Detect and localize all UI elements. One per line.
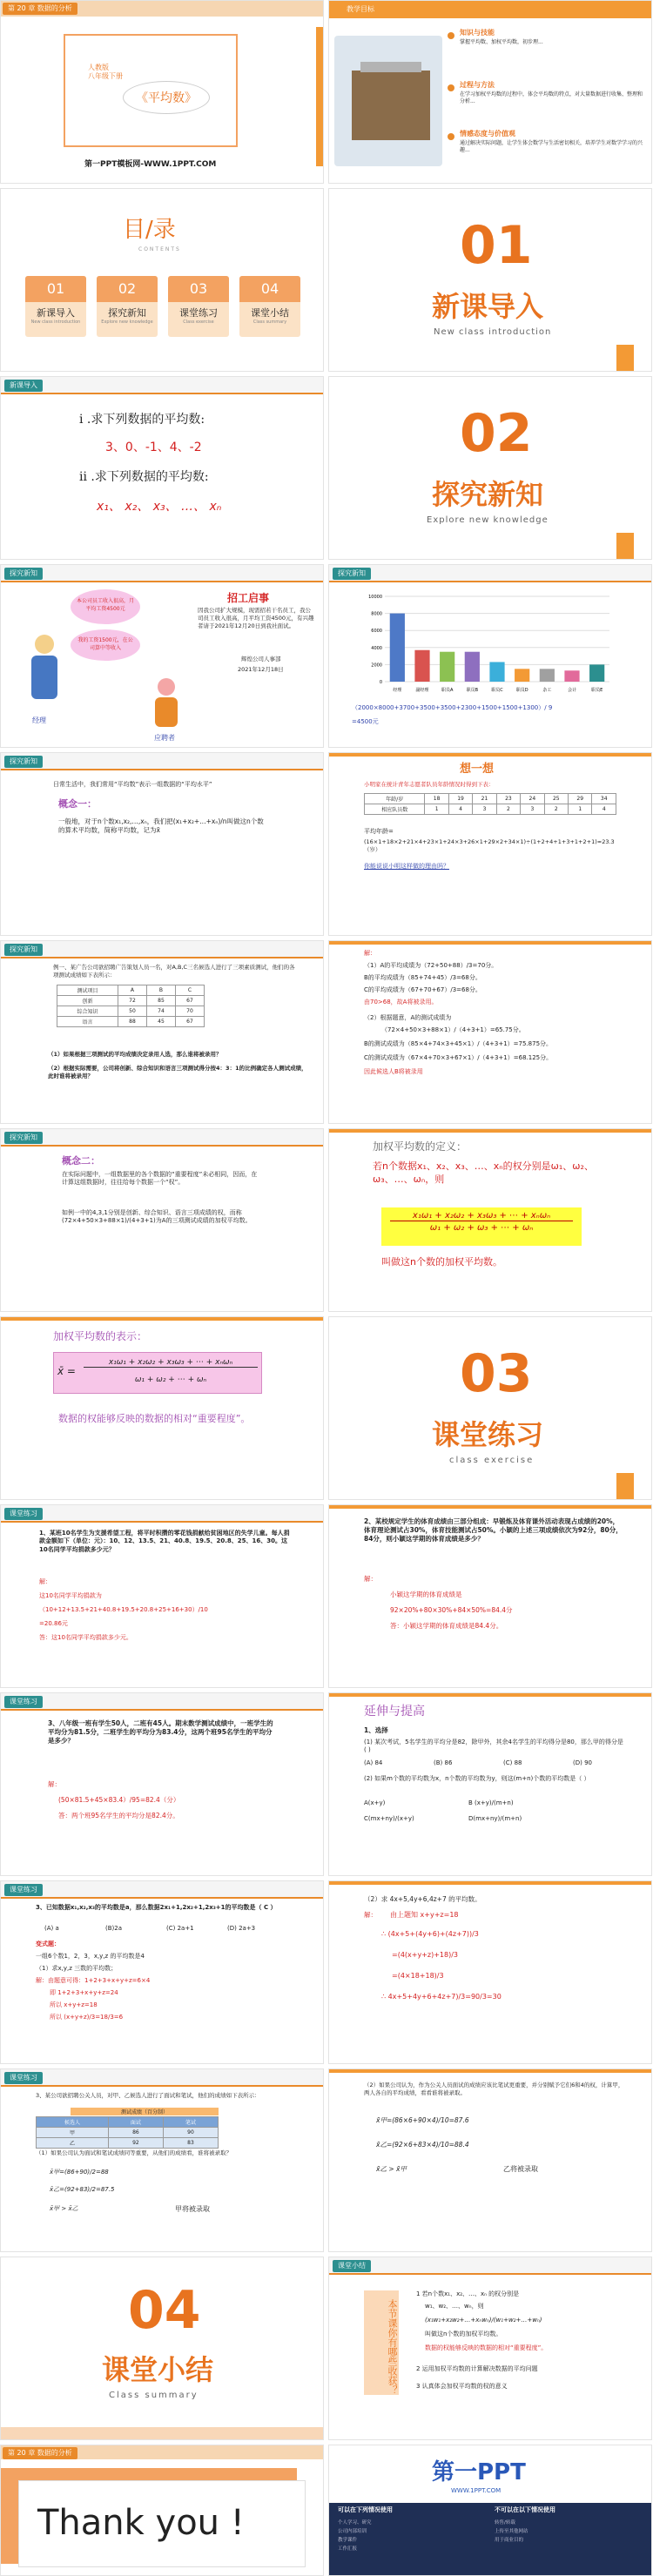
table-cell: 25: [544, 794, 568, 804]
slide-section-01[interactable]: [328, 188, 652, 372]
option[interactable]: B (x+y)/(m+n): [468, 1799, 514, 1806]
extension-question: (1) 某次考试，5名学生的平均分是82，除甲外，其余4名学生的平均得分是80，那么甲的得分是( ): [364, 1739, 623, 1754]
manager-figure-icon: [27, 635, 62, 713]
variant-line: 所以 (x+y+z)/3=18/3=6: [50, 2014, 124, 2021]
slide-tag: 探究新知: [4, 756, 43, 768]
slide-concept-two[interactable]: [0, 1128, 324, 1312]
manager-label: 经理: [32, 716, 46, 724]
bar: [515, 669, 529, 682]
slide-intro-question[interactable]: [0, 376, 324, 560]
table-cell: 92: [108, 2138, 163, 2149]
table-cell: 甲: [37, 2128, 109, 2138]
x-tick-label: 会计: [567, 688, 577, 693]
exercise-question: （2）求 4x+5,4y+6,4z+7 的平均数。: [364, 1895, 481, 1903]
solution-line: （72×4+50×3+88×1）/（4+3+1）=65.75分。: [381, 1026, 525, 1033]
summary-line: 2 运用加权平均数的计算解决数据的平均问题: [416, 2365, 538, 2372]
table-cell: 2: [544, 804, 568, 815]
slide-exercise-1[interactable]: [0, 1504, 324, 1688]
slide-example-one-solution[interactable]: [328, 940, 652, 1124]
score-table: [57, 985, 205, 1027]
thanks-text: Thank you !: [37, 2503, 245, 2543]
solution-answer: 甲将被录取: [175, 2205, 210, 2213]
example-sub-question-2: （2）根据实际需要，公司将创新、综合知识和语言三项测试得分按4：3：1的比例确定各人测试成绩，此时谁将被录用？: [48, 1065, 307, 1079]
intro-text: 日常生活中，我们常用“平均数”表示一组数据的“平均水平”: [53, 781, 212, 788]
answer-label: 平均年龄=: [364, 828, 394, 835]
table-cell: 74: [146, 1006, 175, 1017]
solution-line: =(4×18+18)/3: [392, 1972, 444, 1980]
table-cell: 18: [425, 794, 448, 804]
slide-recruit-notice[interactable]: [0, 564, 324, 748]
option[interactable]: (B) 86: [434, 1759, 453, 1766]
variant-line: 即 1+2+3+x+y+z=24: [50, 1989, 118, 1996]
license-allowed-heading: 可以在下列情况使用: [338, 2506, 393, 2513]
x-tick-label: 职员D: [515, 688, 528, 693]
solution-line: ∴ (4x+5+(4y+6)+(4z+7))/3: [381, 1930, 479, 1938]
solution-line: （2）根据题意，A的测试成绩为: [364, 1014, 452, 1021]
solution-line: x̄甲=(86+90)/2=88: [50, 2169, 109, 2176]
concept-text: 如例一中的4,3,1分别是创新、综合知识、语言三项成绩的权，而称(72×4+50×3+88×1)/(4+3+1)为A的三项测试成绩的加权平均数。: [62, 1209, 252, 1225]
license-item: 教学课件: [338, 2538, 358, 2543]
definition-heading: 加权平均数的定义：: [373, 1140, 468, 1153]
slide-tag: 探究新知: [4, 568, 43, 580]
x-tick-label: 经理: [393, 688, 402, 693]
exercise-question: 1、某班10名学生为支援希望工程，将平时积攒的零花钱捐献给贫困地区的失学儿童。每人捐款金额如下（单位：元）：10、12、13.5、21、40.8、19.5、20.8、25、16、30。这10名同学平均捐款多少元？: [39, 1530, 290, 1553]
solution-line: 因此候选人B将被录用: [364, 1068, 423, 1075]
table-row: [37, 2138, 219, 2149]
bar: [465, 652, 480, 682]
solution-line: 由上题知 x+y+z=18: [390, 1911, 459, 1919]
section-number: 02: [460, 403, 533, 464]
option[interactable]: A(x+y): [364, 1799, 386, 1806]
solution-line: 92×20%+80×30%+84×50%=84.4分: [390, 1606, 513, 1614]
example-sub-question-1: （1）如果根据三项测试的平均成绩决定录用人选，那么谁将被录用？: [48, 1051, 222, 1058]
bar: [564, 670, 579, 682]
solution-line: B的平均成绩为（85+74+45）/3=68分。: [364, 974, 481, 981]
table-cell: 29: [569, 794, 592, 804]
extension-question: 1、选择: [364, 1726, 388, 1734]
solution-line: x̄甲=(86×6+90×4)/10=87.6: [376, 2116, 469, 2124]
table-row: [37, 2128, 219, 2138]
table-cell: 67: [175, 1017, 204, 1027]
concept-heading: 概念一：: [58, 798, 97, 810]
table-row: [57, 996, 205, 1006]
section-en: class exercise: [449, 1456, 535, 1465]
summary-line: 数据的权能够反映的数据的相对“重要程度”。: [425, 2344, 548, 2351]
goal-bullet-icon: [448, 133, 454, 140]
summary-line: 3 认真体会加权平均数的权的意义: [416, 2383, 508, 2390]
bar: [414, 650, 429, 682]
notice-sign: 辉煌公司人事部: [241, 656, 281, 662]
table-cell: B: [146, 985, 175, 996]
table-cell: 45: [146, 1017, 175, 1027]
slide-tag: 课堂练习: [4, 2072, 43, 2084]
answer-formula: (16×1+18×2+21×4+23×1+24×3+26×1+29×2+34×1)÷(1+2+4+1+3+1+2+1)≈23.3（岁）: [364, 838, 615, 853]
data-2: x₁、 x₂、 x₃、 …、 xₙ: [97, 500, 222, 514]
think-question: 小明家在统计青年志愿者队员年龄情况时得到下表：: [364, 781, 495, 788]
table-cell: 67: [175, 996, 204, 1006]
extension-question: (2) 如果m个数的平均数为x，n个数的平均数为y，则这(m+n)个数的平均数是（ ）: [364, 1775, 590, 1782]
table-row: [57, 1017, 205, 1027]
x-tick-label: 职员A: [441, 688, 454, 693]
solution-line: x̄乙 > x̄甲: [376, 2165, 407, 2173]
license-item: 工作汇报: [338, 2546, 358, 2552]
variant-line: 解：由题意可得：1+2+3+x+y+z=6×4: [36, 1977, 151, 1984]
exercise-question: （2）如果公司认为，作为公关人员面试的成绩应该比笔试更重要，并分别赋予它们6和4的权，计算甲，两人各自的平均成绩，看看谁将被录取。: [364, 2082, 624, 2096]
slide-tag: 课堂练习: [4, 1884, 43, 1896]
solution-label: 解：: [364, 950, 376, 957]
interview-table: [36, 2116, 219, 2149]
section-en: Class summary: [109, 2391, 199, 2400]
section-title: 探究新知: [432, 478, 544, 511]
table-cell: 50: [118, 1006, 146, 1017]
section-en: Explore new knowledge: [427, 515, 549, 525]
average-formula: （2000×8000+3700+3500+3500+2300+1500+1500+1300）/ 9: [352, 704, 553, 711]
contents-subtitle: CONTENTS: [138, 246, 181, 252]
license-item: 个人学习、研究: [338, 2520, 372, 2526]
slide-example-one[interactable]: [0, 940, 324, 1124]
slide-exercise-4[interactable]: [0, 1880, 324, 2064]
table-row: [57, 1006, 205, 1017]
slide-tag: 探究新知: [333, 568, 371, 580]
contents-item-1[interactable]: 01 新课导入 New class introduction: [25, 276, 86, 337]
table-cell: 乙: [37, 2138, 109, 2149]
table-cell: 语言: [57, 1017, 118, 1027]
table-cell: A: [118, 985, 146, 996]
goals-header: 教学目标: [347, 5, 374, 13]
contents-title: 目/录: [123, 217, 176, 243]
option[interactable]: C(mx+ny)/(x+y): [364, 1815, 414, 1822]
option[interactable]: (D) 90: [573, 1759, 592, 1766]
example-question: 例一、某广告公司欲招聘广告策划人员一名，对A,B,C三名候选人进行了三项素质测试，他们的各项测试成绩如下表所示：: [53, 964, 295, 979]
solution-line: （1）A的平均成绩为（72+50+88）/3=70分。: [364, 962, 498, 969]
table-cell: 1: [569, 804, 592, 815]
y-tick-label: 8000: [371, 611, 382, 617]
slide-summary[interactable]: [328, 2257, 652, 2440]
solution-line: C的平均成绩为（67+70+67）/3=68分。: [364, 986, 481, 993]
table-cell: 4: [592, 804, 616, 815]
slide-weighted-definition[interactable]: [328, 1128, 652, 1312]
license-item: 转售/转载: [495, 2520, 515, 2526]
x-tick-label: 杂工: [542, 688, 552, 693]
goal-bullet-icon: [448, 32, 454, 39]
concept-heading: 概念二：: [62, 1155, 100, 1167]
y-tick-label: 0: [379, 680, 382, 685]
option[interactable]: (B)2a: [105, 1925, 123, 1932]
think-prompt: 你能说说小明这样做的理由吗？: [364, 863, 449, 870]
speech-bubble-2: 我的工资1500元，在公司算中等收入: [71, 629, 140, 661]
notation-heading: 加权平均数的表示：: [53, 1330, 148, 1342]
table-cell: 19: [448, 794, 472, 804]
age-table: [364, 793, 616, 815]
cover-title: 《平均数》: [123, 81, 210, 114]
brand-site[interactable]: WWW.1PPT.COM: [451, 2487, 502, 2494]
notice-date: 2021年12月18日: [238, 666, 284, 673]
summary-line: w₁、w₂、…、wₙ，则: [425, 2303, 484, 2310]
table-cell: 3: [473, 804, 496, 815]
y-tick-label: 6000: [371, 629, 382, 635]
section-number: 01: [460, 215, 533, 276]
contents-item-4[interactable]: 04 课堂小结 Class summary: [239, 276, 300, 337]
bar: [540, 669, 555, 682]
slide-section-03[interactable]: [328, 1316, 652, 1500]
x-tick-label: 职员C: [491, 688, 503, 693]
summary-side-label: 本节课你有哪些收获？: [364, 2290, 399, 2395]
solution-line: 答：两个班95名学生的平均分是82.4分。: [58, 1812, 179, 1819]
exercise-question: 3、八年级一班有学生50人，二班有45人。期末数学测试成绩中，一班学生的平均分为81.5分，二班学生的平均分为83.4分，这两个班95名学生的平均分是多少？: [48, 1719, 273, 1745]
goal-bullet-icon: [448, 84, 454, 91]
chapter-badge: 第 20 章 数据的分析: [3, 2447, 77, 2459]
table-cell: 83: [163, 2138, 218, 2149]
goal-text: 通过解决实际问题，让学生体会数学与生活密切相关，培养学生对数学学习的兴趣...: [460, 140, 643, 154]
table-cell: 相应队员数: [365, 804, 425, 815]
table-cell: 86: [108, 2128, 163, 2138]
table-caption: 测试成绩（百分制）: [71, 2108, 219, 2115]
solution-line: 由70>68，故A将被录用。: [364, 999, 438, 1006]
speech-bubble-1: 本公司员工收入很高，月平均工资4500元: [71, 589, 140, 624]
y-tick-label: 10000: [368, 595, 382, 600]
chapter-badge: 第 20 章 数据的分析: [3, 3, 77, 15]
table-cell: 创新: [57, 996, 118, 1006]
slide-tag: 课堂练习: [4, 1696, 43, 1708]
exercise-sub-question: （1）如果公司认为面试和笔试成绩同等重要，从他们的成绩看，谁将被录取？: [36, 2149, 232, 2156]
table-cell: 候选人: [37, 2117, 109, 2128]
average-result: =4500元: [352, 718, 379, 725]
applicant-figure-icon: [149, 678, 184, 730]
concept-text: 在实际问题中，一组数据里的各个数据的“重要程度”未必相同，因而，在计算这组数据时，往往给每个数据一个“权”。: [62, 1171, 258, 1187]
x-tick-label: 职员B: [466, 688, 479, 693]
table-cell: 72: [118, 996, 146, 1006]
question-1: i .求下列数据的平均数:: [79, 413, 205, 427]
solution-line: 答：这10名同学平均捐款多少元。: [39, 1634, 132, 1641]
section-title: 课堂小结: [102, 2353, 214, 2386]
section-en: New class introduction: [434, 327, 552, 337]
think-title: 想一想: [460, 763, 495, 776]
concept-definition: 一般地，对于n个数x₁,x₂,…,xₙ，我们把(x₁+x₂+…+xₙ)/n叫做这n个数的算术平均数，简称平均数，记为x̄: [58, 817, 264, 835]
exercise-question: 3、某公司欲招聘公关人员，对甲、乙候选人进行了面试和笔试，他们的成绩如下表所示：: [36, 2092, 260, 2099]
table-cell: 年龄/岁: [365, 794, 425, 804]
solution-label: 解：: [39, 1578, 51, 1585]
solution-line: （10+12+13.5+21+40.8+19.5+20.8+25+16+30）/10: [39, 1606, 208, 1613]
table-cell: 笔试: [163, 2117, 218, 2128]
variant-text: 一组6个数1，2，3，x,y,z 的平均数是4: [36, 1953, 145, 1960]
slide-cover[interactable]: [0, 0, 324, 184]
license-item: 上传至其他网站: [495, 2529, 528, 2534]
summary-line: (x₁w₁+x₂w₂+…+xₙwₙ)/(w₁+w₂+…+wₙ): [425, 2317, 542, 2324]
option[interactable]: (D) 2a+3: [227, 1925, 256, 1932]
definition-end: 叫做这n个数的加权平均数。: [381, 1256, 502, 1268]
notation-note: 数据的权能够反映的数据的相对“重要程度”。: [58, 1413, 251, 1424]
option[interactable]: (C) 88: [503, 1759, 522, 1766]
contents-item-2[interactable]: 02 探究新知 Explore new knowledge: [97, 276, 158, 337]
section-title: 新课导入: [432, 290, 544, 323]
slide-contents[interactable]: [0, 188, 324, 372]
license-forbidden-heading: 不可以在以下情况使用: [495, 2506, 555, 2513]
goal-title: 过程与方法: [460, 81, 495, 89]
solution-line: (50×81.5+45×83.4）/95=82.4（分）: [58, 1796, 180, 1804]
goal-text: 在学习加权平均数的过程中，体会平均数的特点，对大量数据进行收集、整理和分析...: [460, 91, 643, 105]
solution-line: =(4(x+y+z)+18)/3: [392, 1951, 459, 1959]
solution-line: =20.86元: [39, 1620, 68, 1627]
slide-tag: 课堂小结: [333, 2260, 371, 2272]
solution-answer: 乙将被录取: [503, 2165, 538, 2173]
slide-concept-one[interactable]: [0, 752, 324, 936]
website: 第一PPT模板网-WWW.1PPT.COM: [84, 160, 217, 169]
brand-logo: 第一PPT: [432, 2459, 526, 2485]
data-1: 3、0、-1、4、-2: [105, 441, 202, 454]
table-cell: C: [175, 985, 204, 996]
variant-heading: 变式题：: [36, 1940, 60, 1947]
slide-tag: 课堂练习: [4, 1508, 43, 1520]
solution-line: 小颖这学期的体育成绩是: [390, 1591, 462, 1598]
section-title: 课堂练习: [432, 1418, 544, 1451]
license-item: 公司内部培训: [338, 2529, 367, 2534]
summary-line: 叫做这n个数的加权平均数。: [425, 2331, 502, 2337]
y-tick-label: 2000: [371, 662, 382, 669]
slide-exercise-3[interactable]: [0, 1692, 324, 1876]
exercise-question: 2、某校规定学生的体育成绩由三部分组成：早锻炼及体育课外活动表现占成绩的20%，体育理论测试占30%，体育技能测试占50%。小颖的上述三项成绩依次为92分，80分，84分，则小颖这学期的体育成绩是多少？: [364, 1517, 623, 1544]
goal-title: 知识与技能: [460, 29, 495, 37]
slide-extension[interactable]: [328, 1692, 652, 1876]
section-number: 03: [460, 1343, 533, 1404]
notice-title: 招工启事: [227, 592, 270, 604]
goal-text: 掌握平均数、加权平均数，初步理...: [460, 39, 543, 45]
exercise-question: 3、已知数据x₁,x₂,x₃的平均数是a，那么数据2x₁+1,2x₂+1,2x₃+1的平均数是（ C ）: [36, 1904, 277, 1911]
slide-goals[interactable]: [328, 0, 652, 184]
slide-exercise-5[interactable]: [0, 2068, 324, 2252]
y-tick-label: 4000: [371, 645, 382, 651]
extension-heading: 延伸与提高: [364, 1705, 425, 1718]
notice-body: 因我公司扩大规模，现需招若干名员工，我公司员工收入很高，月平均工资4500元，有兴趣者请于2021年12月20日到我社面试。: [198, 607, 314, 629]
section-number: 04: [128, 2280, 201, 2341]
table-cell: 85: [146, 996, 175, 1006]
solution-line: 这10名同学平均捐款为: [39, 1592, 102, 1599]
slide-license[interactable]: [328, 2445, 652, 2576]
solution-label: 解：: [364, 1575, 377, 1583]
bar: [440, 652, 454, 682]
solution-line: 答：小颖这学期的体育成绩是84.4分。: [390, 1622, 503, 1630]
x-tick-label: 职员E: [591, 688, 603, 693]
building-image: [334, 36, 442, 166]
goal-title: 情感态度与价值观: [460, 130, 515, 138]
grade-label: 人教版: [88, 64, 109, 71]
table-cell: 21: [473, 794, 496, 804]
solution-line: ∴ 4x+5+4y+6+4z+7)/3=90/3=30: [381, 1993, 502, 2001]
solution-line: x̄甲 > x̄乙: [50, 2205, 78, 2212]
weighted-formula: x̄ = x₁ω₁ + x₂ω₂ + x₃ω₃ + ⋯ + xₙωₙ ω₁ + ω₂ + ⋯ + ωₙ: [53, 1352, 262, 1394]
table-cell: 70: [175, 1006, 204, 1017]
slide-thanks[interactable]: [0, 2445, 324, 2576]
slide-tag: 新课导入: [4, 380, 43, 392]
definition-text: 若n个数据x₁、x₂、x₃、…、xₙ的权分别是ω₁、ω₂、ω₃、…、ωₙ，则: [373, 1160, 594, 1185]
summary-line: 1 若n个数x₁、x₂、…、xₙ 的权分别是: [416, 2290, 520, 2297]
contents-item-3[interactable]: 03 课堂练习 Class exercise: [168, 276, 229, 337]
slide-section-04[interactable]: [0, 2257, 324, 2440]
solution-line: C的测试成绩为（67×4+70×3+67×1）/（4+3+1）=68.125分。: [364, 1054, 553, 1061]
slide-think[interactable]: [328, 752, 652, 936]
weighted-formula: x₁ω₁ + x₂ω₂ + x₃ω₃ + ⋯ + xₙωₙ ω₁ + ω₂ + ω₃ + ⋯ + ωₙ: [381, 1207, 582, 1246]
table-cell: 34: [592, 794, 616, 804]
table-cell: 4: [448, 804, 472, 815]
bar: [589, 664, 604, 682]
table-cell: 综合知识: [57, 1006, 118, 1017]
question-2: ii .求下列数据的平均数:: [79, 470, 209, 484]
option[interactable]: (C) 2a+1: [166, 1925, 194, 1932]
option[interactable]: (A) 84: [364, 1759, 383, 1766]
solution-line: B的测试成绩为（85×4+74×3+45×1）/（4+3+1）=75.875分。: [364, 1040, 553, 1047]
slide-exercise-4b[interactable]: [328, 1880, 652, 2064]
table-cell: 90: [163, 2128, 218, 2138]
x-tick-label: 副经理: [415, 688, 429, 693]
table-cell: 1: [425, 804, 448, 815]
option[interactable]: (A) a: [44, 1925, 59, 1932]
table-cell: 88: [118, 1017, 146, 1027]
table-cell: 3: [521, 804, 544, 815]
variant-line: （1）求x,y,z 三数的平均数；: [36, 1965, 118, 1972]
table-cell: 面试: [108, 2117, 163, 2128]
slide-salary-chart[interactable]: [328, 564, 652, 748]
salary-bar-chart: [355, 591, 616, 696]
solution-label: 解：: [48, 1780, 61, 1788]
slide-exercise-5b[interactable]: [328, 2068, 652, 2252]
applicant-label: 应聘者: [154, 734, 175, 742]
bar: [489, 662, 504, 682]
slide-exercise-2[interactable]: [328, 1504, 652, 1688]
solution-line: x̄乙=(92+83)/2=87.5: [50, 2186, 115, 2193]
bar: [390, 614, 405, 682]
solution-line: x̄乙=(92×6+83×4)/10=88.4: [376, 2141, 469, 2149]
slide-tag: 探究新知: [4, 1132, 43, 1144]
slide-tag: 探究新知: [4, 944, 43, 956]
table-cell: 23: [496, 794, 520, 804]
solution-label: 解：: [364, 1911, 377, 1919]
table-cell: 2: [496, 804, 520, 815]
slide-section-02[interactable]: [328, 376, 652, 560]
slide-weighted-notation[interactable]: [0, 1316, 324, 1500]
book-label: 八年级下册: [88, 72, 123, 80]
table-cell: 测试项目: [57, 985, 118, 996]
variant-line: 所以 x+y+z=18: [50, 2001, 98, 2008]
option[interactable]: D(mx+ny)/(m+n): [468, 1815, 522, 1822]
table-cell: 24: [521, 794, 544, 804]
license-item: 用于商业目的: [495, 2538, 524, 2543]
